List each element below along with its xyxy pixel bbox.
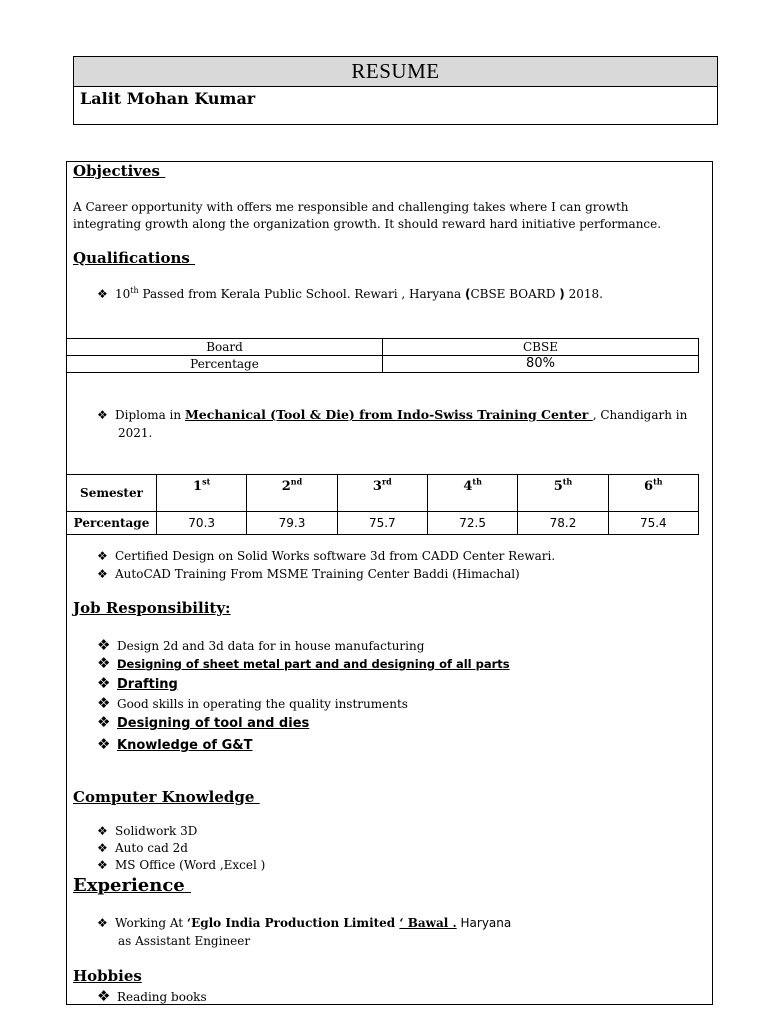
table-cell: Percentage: [67, 512, 157, 535]
list-item: [97, 736, 252, 754]
computer-knowledge-heading: Computer Knowledge: [73, 788, 255, 806]
job-responsibility-heading: Job Responsibility:: [73, 599, 231, 617]
diamond-outline-bullet-icon: ❖: [97, 287, 108, 301]
diamond-outline-bullet-icon: ❖: [97, 408, 108, 422]
diamond-filled-bullet-icon: ❖: [97, 713, 111, 731]
job-item-text: Knowledge of G&T: [117, 738, 253, 753]
diamond-outline-bullet-icon: ❖: [97, 549, 108, 563]
table-cell: 4th: [427, 475, 517, 512]
table-row: [67, 339, 699, 356]
list-item: [97, 655, 510, 673]
job-item-text: Design 2d and 3d data for in house manufacturing: [117, 639, 425, 653]
skill-text: Solidwork 3D: [115, 824, 198, 838]
school-year: 2018.: [564, 287, 603, 301]
experience-role: as Assistant Engineer: [118, 934, 251, 948]
table-cell: 80%: [383, 356, 699, 373]
list-item: [97, 695, 408, 713]
diploma-prefix: Diploma in: [115, 408, 185, 422]
hobbies-heading: Hobbies: [73, 967, 142, 985]
list-item: [97, 988, 207, 1006]
skill-text: MS Office (Word ,Excel ): [115, 858, 266, 872]
table-row: [67, 475, 699, 512]
experience-item: [97, 915, 511, 932]
paren-open: (: [464, 287, 471, 301]
diamond-filled-bullet-icon: ❖: [97, 694, 111, 712]
diamond-filled-bullet-icon: ❖: [97, 636, 111, 654]
list-item: [97, 675, 178, 693]
list-item: [97, 857, 265, 874]
skill-text: Auto cad 2d: [115, 841, 188, 855]
table-cell: Semester: [67, 475, 157, 512]
table-cell: 75.7: [337, 512, 427, 535]
diamond-outline-bullet-icon: ❖: [97, 824, 108, 838]
candidate-name: Lalit Mohan Kumar: [80, 89, 256, 108]
diamond-filled-bullet-icon: ❖: [97, 674, 111, 692]
job-item-text: Drafting: [117, 677, 178, 692]
table-cell: 3rd: [337, 475, 427, 512]
board-name: CBSE BOARD: [470, 287, 560, 301]
school-qualification-item: [97, 286, 603, 303]
list-item: [97, 840, 188, 857]
certification-text: Certified Design on Solid Works software 3d from CADD Center Rewari.: [115, 549, 556, 563]
table-row: [67, 356, 699, 373]
company-state: Haryana: [456, 916, 512, 930]
diamond-outline-bullet-icon: ❖: [97, 858, 108, 872]
table-cell: 1st: [157, 475, 247, 512]
paren-close: ): [559, 287, 565, 301]
school-class-number: 10: [115, 287, 131, 301]
table-cell: 2nd: [247, 475, 337, 512]
diploma-suffix: , Chandigarh in: [592, 408, 688, 422]
job-item-text: Designing of sheet metal part and and designing of all parts: [117, 657, 510, 671]
table-cell: 5th: [518, 475, 608, 512]
job-item-text: Good skills in operating the quality instruments: [117, 697, 408, 711]
company-name: ‘Eglo India Production Limited: [186, 916, 400, 930]
table-cell: 78.2: [518, 512, 608, 535]
school-text: Passed from Kerala Public School. Rewari , Haryana: [138, 287, 465, 301]
diamond-outline-bullet-icon: ❖: [97, 916, 108, 930]
board-table: [66, 338, 699, 373]
list-item: [97, 548, 555, 565]
experience-heading: Experience: [73, 875, 185, 896]
objectives-heading: Objectives: [73, 162, 160, 180]
objectives-line-1: A Career opportunity with offers me responsible and challenging takes where I can growth: [73, 200, 629, 214]
table-cell: 70.3: [157, 512, 247, 535]
table-cell: CBSE: [383, 339, 699, 356]
diploma-item: [97, 406, 687, 424]
job-item-text: Designing of tool and dies: [117, 716, 310, 731]
school-class-suffix: th: [130, 286, 139, 295]
table-cell: 6th: [608, 475, 698, 512]
diamond-filled-bullet-icon: ❖: [97, 987, 111, 1005]
certification-text: AutoCAD Training From MSME Training Center Baddi (Himachal): [115, 567, 520, 581]
objectives-line-2: integrating growth along the organization growth. It should reward hard initiative performance.: [73, 217, 662, 231]
hobby-text: Reading books: [117, 990, 207, 1004]
resume-title: RESUME: [74, 57, 717, 87]
diamond-filled-bullet-icon: ❖: [97, 735, 111, 753]
diamond-outline-bullet-icon: ❖: [97, 841, 108, 855]
list-item: [97, 714, 309, 732]
list-item: [97, 823, 197, 840]
qualifications-heading: Qualifications: [73, 249, 190, 267]
list-item: [97, 566, 520, 583]
diploma-year: 2021.: [118, 426, 153, 440]
experience-prefix: Working At: [115, 916, 187, 930]
table-cell: Percentage: [67, 356, 383, 373]
semester-table: [66, 474, 699, 535]
diamond-outline-bullet-icon: ❖: [97, 567, 108, 581]
table-row: [67, 512, 699, 535]
table-cell: Board: [67, 339, 383, 356]
list-item: [97, 637, 424, 655]
company-location: ‘ Bawal .: [399, 916, 457, 930]
diploma-course: Mechanical (Tool & Die) from Indo-Swiss Training Center: [184, 407, 593, 422]
header-box: [73, 56, 718, 125]
table-cell: 79.3: [247, 512, 337, 535]
diamond-filled-bullet-icon: ❖: [97, 654, 111, 672]
table-cell: 75.4: [608, 512, 698, 535]
table-cell: 72.5: [427, 512, 517, 535]
